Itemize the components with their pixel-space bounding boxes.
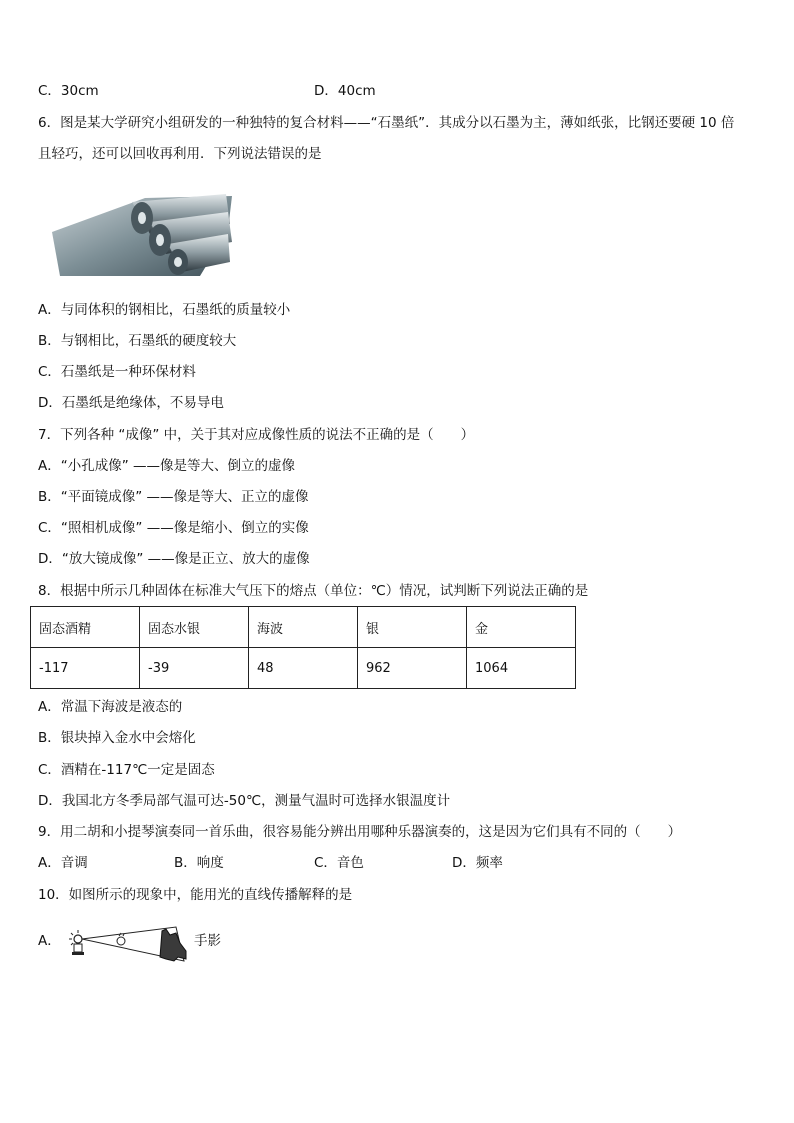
table-row xyxy=(31,648,576,689)
q6-option-a: A．与同体积的钢相比，石墨纸的质量较小 xyxy=(38,302,291,318)
table-header-cell: 金 xyxy=(467,607,576,648)
table-cell: 962 xyxy=(358,648,467,689)
table-cell: 1064 xyxy=(467,648,576,689)
q6-option-d: D．石墨纸是绝缘体，不易导电 xyxy=(38,395,224,411)
q5-option-c: C．30cm xyxy=(38,83,99,99)
q7-option-c: C．“照相机成像” ——像是缩小、倒立的实像 xyxy=(38,520,309,536)
q6-stem-line2: 且轻巧，还可以回收再利用．下列说法错误的是 xyxy=(38,146,322,162)
q5-option-d: D．40cm xyxy=(314,83,376,99)
q8-stem: 8．根据中所示几种固体在标准大气压下的熔点（单位：℃）情况，试判断下列说法正确的是 xyxy=(38,583,589,599)
roll-core-3 xyxy=(174,257,182,267)
hand-shadow-image xyxy=(66,925,196,965)
q7-option-d: D．“放大镜成像” ——像是正立、放大的虚像 xyxy=(38,551,310,567)
table-header-cell: 银 xyxy=(358,607,467,648)
q8-option-b: B．银块掉入金水中会熔化 xyxy=(38,730,196,746)
roll-core-1 xyxy=(138,212,146,224)
q8-option-a: A．常温下海波是液态的 xyxy=(38,699,183,715)
table-header-row xyxy=(31,607,576,648)
q7-option-b: B．“平面镜成像” ——像是等大、正立的虚像 xyxy=(38,489,309,505)
q10-stem: 10．如图所示的现象中，能用光的直线传播解释的是 xyxy=(38,887,353,903)
q9-option-a: A．音调 xyxy=(38,855,88,871)
q9-option-b: B．响度 xyxy=(174,855,224,871)
q7-stem: 7．下列各种 “成像” 中，关于其对应成像性质的说法不正确的是（ ） xyxy=(38,427,475,443)
q7-option-a: A．“小孔成像” ——像是等大、倒立的虚像 xyxy=(38,458,296,474)
table-header-cell: 固态水银 xyxy=(140,607,249,648)
lamp-icon xyxy=(69,930,84,955)
graphite-paper-rolls-image xyxy=(50,190,235,282)
q8-option-d: D．我国北方冬季局部气温可达-50℃，测量气温时可选择水银温度计 xyxy=(38,793,451,809)
table-cell: 48 xyxy=(249,648,358,689)
q10-option-a-caption: 手影 xyxy=(194,933,221,949)
table-cell: -39 xyxy=(140,648,249,689)
q6-option-c: C．石墨纸是一种环保材料 xyxy=(38,364,196,380)
roll-core-2 xyxy=(156,234,164,246)
melting-point-table xyxy=(30,606,576,689)
q9-stem: 9．用二胡和小提琴演奏同一首乐曲，很容易能分辨出用哪种乐器演奏的，这是因为它们具有不同的（ ） xyxy=(38,824,682,840)
table-cell: -117 xyxy=(31,648,140,689)
q9-option-c: C．音色 xyxy=(314,855,364,871)
q9-option-d: D．频率 xyxy=(452,855,503,871)
q6-stem-line1: 6．图是某大学研究小组研发的一种独特的复合材料——“石墨纸”．其成分以石墨为主，薄如纸张，比钢还要硬 10 倍 xyxy=(38,115,735,131)
table-header-cell: 固态酒精 xyxy=(31,607,140,648)
hand-shadow-icon xyxy=(160,929,186,961)
q8-option-c: C．酒精在-117℃一定是固态 xyxy=(38,762,215,778)
table-header-cell: 海波 xyxy=(249,607,358,648)
q6-option-b: B．与钢相比，石墨纸的硬度较大 xyxy=(38,333,237,349)
q10-option-a-label: A． xyxy=(38,933,61,949)
